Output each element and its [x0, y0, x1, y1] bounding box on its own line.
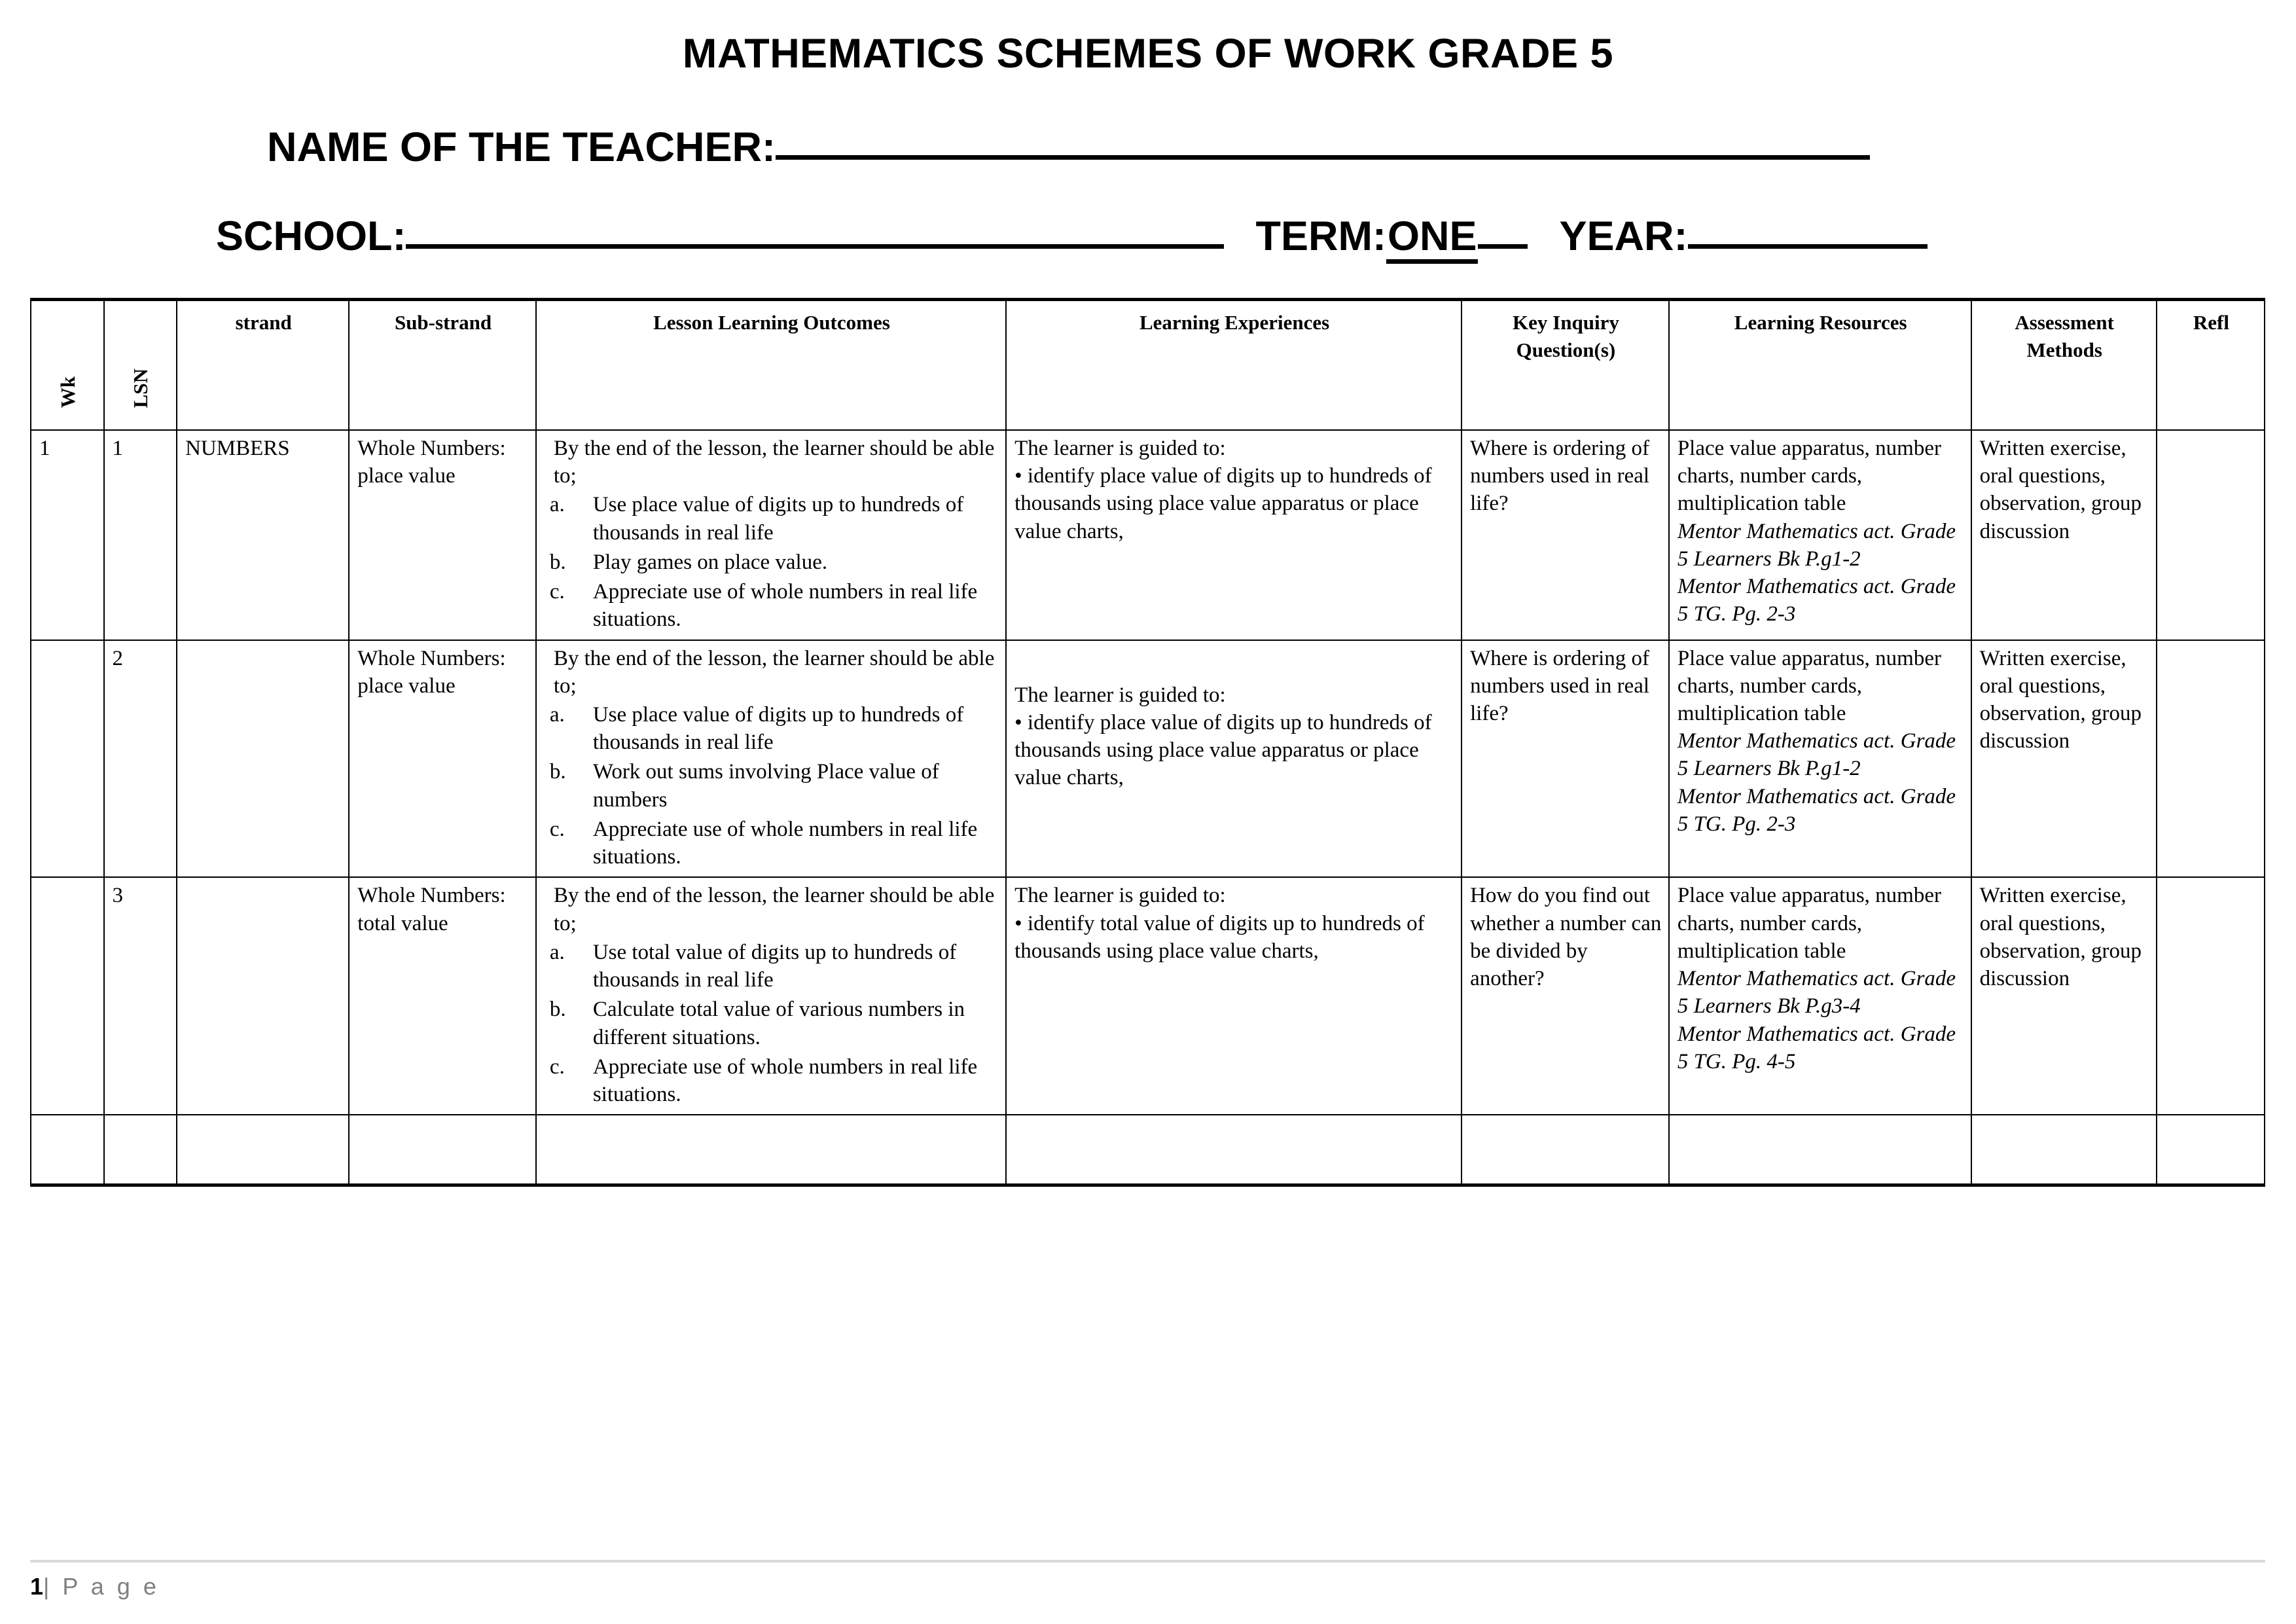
list-text: Work out sums involving Place value of numbers — [592, 760, 939, 812]
resources-reference: Mentor Mathematics act. Grade 5 Learners Bk P.g1-2 — [1677, 519, 1956, 571]
teacher-label: NAME OF THE TEACHER: — [267, 124, 776, 171]
cell-refl[interactable] — [2157, 430, 2265, 640]
resources-plain: Place value apparatus, number charts, number cards, multiplication table — [1677, 884, 1941, 963]
outcomes-list — [545, 491, 999, 633]
school-name-blank[interactable] — [406, 244, 1224, 249]
footer-page-number: 1 — [30, 1573, 44, 1600]
column-header-inquiry — [1462, 299, 1669, 430]
cell-resources — [1669, 877, 1971, 1115]
cell-refl[interactable] — [2157, 1115, 2265, 1185]
school-term-year-row — [0, 171, 2296, 264]
table-body — [31, 430, 2265, 1185]
table-row — [31, 430, 2265, 640]
cell-substrand[interactable] — [349, 1115, 536, 1185]
list-item — [545, 491, 999, 546]
list-text: Appreciate use of whole numbers in real life situations. — [592, 580, 978, 632]
cell-week: 1 — [31, 430, 104, 640]
cell-inquiry[interactable] — [1462, 1115, 1669, 1185]
schemes-of-work-table — [30, 298, 2265, 1187]
cell-inquiry: How do you find out whether a number can be divided by another? — [1462, 877, 1669, 1115]
list-item — [545, 1053, 999, 1108]
column-header-lsn: LSN — [104, 299, 177, 430]
footer-page-indicator — [30, 1573, 2265, 1600]
cell-strand — [177, 640, 349, 878]
year-label: YEAR: — [1559, 213, 1688, 259]
list-text: Appreciate use of whole numbers in real life situations. — [592, 1055, 978, 1107]
term-blank[interactable] — [1478, 244, 1528, 249]
list-marker: a. — [549, 703, 565, 727]
cell-lesson: 1 — [104, 430, 177, 640]
outcomes-lead: By the end of the lesson, the learner should be able to; — [553, 646, 995, 698]
column-header-strand: strand — [177, 299, 349, 430]
list-marker: a. — [549, 940, 565, 964]
assessment-header-line-1: Assessment — [2015, 310, 2114, 334]
list-item — [545, 578, 999, 633]
cell-outcomes — [536, 640, 1006, 878]
list-marker: b. — [549, 998, 566, 1022]
experiences-bullet: • identify place value of digits up to hundreds of thousands using place value apparatus or place value charts, — [1014, 710, 1432, 790]
list-text: Use total value of digits up to hundreds of thousands in real life — [592, 940, 957, 992]
cell-outcomes[interactable] — [536, 1115, 1006, 1185]
list-marker: b. — [549, 760, 566, 784]
cell-experiences[interactable] — [1006, 1115, 1462, 1185]
inquiry-header-line-1: Key Inquiry — [1513, 310, 1619, 334]
outcomes-lead: By the end of the lesson, the learner should be able to; — [553, 884, 995, 935]
cell-week — [31, 877, 104, 1115]
school-label: SCHOOL: — [216, 213, 406, 259]
cell-strand[interactable] — [177, 1115, 349, 1185]
cell-week[interactable] — [31, 1115, 104, 1185]
list-marker: c. — [549, 580, 565, 604]
cell-assessment: Written exercise, oral questions, observation, group discussion — [1971, 640, 2157, 878]
column-header-outcomes: Lesson Learning Outcomes — [536, 299, 1006, 430]
list-item — [545, 996, 999, 1051]
cell-substrand: Whole Numbers: place value — [349, 430, 536, 640]
inquiry-header-line-2: Question(s) — [1516, 338, 1616, 361]
resources-plain: Place value apparatus, number charts, number cards, multiplication table — [1677, 436, 1941, 516]
cell-strand: NUMBERS — [177, 430, 349, 640]
list-marker: c. — [549, 1055, 565, 1079]
footer-separator: | — [43, 1573, 53, 1600]
page-title: MATHEMATICS SCHEMES OF WORK GRADE 5 — [682, 31, 1614, 77]
list-text: Appreciate use of whole numbers in real life situations. — [592, 817, 978, 869]
footer-page-word: P a g e — [62, 1573, 160, 1600]
experiences-bullet: • identify place value of digits up to hundreds of thousands using place value apparatus or place value charts, — [1014, 464, 1432, 543]
resources-plain: Place value apparatus, number charts, number cards, multiplication table — [1677, 646, 1941, 725]
column-header-experiences: Learning Experiences — [1006, 299, 1462, 430]
assessment-header-line-2: Methods — [2026, 338, 2102, 361]
column-header-resources: Learning Resources — [1669, 299, 1971, 430]
cell-strand — [177, 877, 349, 1115]
cell-assessment: Written exercise, oral questions, observation, group discussion — [1971, 877, 2157, 1115]
outcomes-list — [545, 939, 999, 1108]
experiences-bullet: • identify total value of digits up to hundreds of thousands using place value charts, — [1014, 911, 1425, 963]
list-text: Use place value of digits up to hundreds of thousands in real life — [592, 703, 964, 755]
cell-experiences — [1006, 877, 1462, 1115]
list-item — [545, 939, 999, 994]
list-marker: a. — [549, 493, 565, 517]
column-header-substrand: Sub-strand — [349, 299, 536, 430]
page-footer — [30, 1560, 2265, 1600]
resources-reference: Mentor Mathematics act. Grade 5 TG. Pg. 2-3 — [1677, 784, 1956, 836]
table-header-row — [31, 299, 2265, 430]
resources-reference: Mentor Mathematics act. Grade 5 Learners Bk P.g3-4 — [1677, 967, 1956, 1019]
cell-week — [31, 640, 104, 878]
cell-assessment[interactable] — [1971, 1115, 2157, 1185]
list-item — [545, 701, 999, 756]
column-header-refl: Refl — [2157, 299, 2265, 430]
outcomes-lead: By the end of the lesson, the learner should be able to; — [553, 436, 995, 488]
cell-outcomes — [536, 877, 1006, 1115]
list-text: Calculate total value of various numbers in different situations. — [592, 998, 965, 1049]
cell-refl[interactable] — [2157, 877, 2265, 1115]
experiences-lead: The learner is guided to: — [1014, 683, 1226, 707]
cell-outcomes — [536, 430, 1006, 640]
list-item — [545, 816, 999, 871]
experiences-lead: The learner is guided to: — [1014, 884, 1226, 908]
cell-lesson: 3 — [104, 877, 177, 1115]
list-item — [545, 549, 999, 576]
cell-resources — [1669, 430, 1971, 640]
cell-substrand: Whole Numbers: total value — [349, 877, 536, 1115]
table-row — [31, 877, 2265, 1115]
cell-resources[interactable] — [1669, 1115, 1971, 1185]
footer-divider — [30, 1560, 2265, 1562]
teacher-name-blank[interactable] — [776, 155, 1870, 160]
cell-experiences — [1006, 640, 1462, 878]
list-item — [545, 758, 999, 813]
cell-lesson[interactable] — [104, 1115, 177, 1185]
list-marker: c. — [549, 817, 565, 841]
resources-reference: Mentor Mathematics act. Grade 5 TG. Pg. 2-3 — [1677, 575, 1956, 626]
term-label: TERM: — [1255, 213, 1386, 259]
table-row — [31, 640, 2265, 878]
table-row-empty — [31, 1115, 2265, 1185]
list-text: Use place value of digits up to hundreds of thousands in real life — [592, 493, 964, 545]
term-value[interactable]: ONE — [1386, 214, 1479, 264]
year-blank[interactable] — [1688, 244, 1928, 249]
cell-substrand: Whole Numbers: place value — [349, 640, 536, 878]
column-header-wk: Wk — [31, 299, 104, 430]
teacher-field-row — [0, 77, 2296, 170]
resources-reference: Mentor Mathematics act. Grade 5 TG. Pg. 4-5 — [1677, 1022, 1956, 1074]
list-text: Play games on place value. — [592, 550, 828, 574]
cell-assessment: Written exercise, oral questions, observation, group discussion — [1971, 430, 2157, 640]
cell-lesson: 2 — [104, 640, 177, 878]
cell-inquiry: Where is ordering of numbers used in real life? — [1462, 640, 1669, 878]
cell-experiences — [1006, 430, 1462, 640]
cell-refl[interactable] — [2157, 640, 2265, 878]
experiences-lead: The learner is guided to: — [1014, 436, 1226, 460]
column-header-assessment — [1971, 299, 2157, 430]
outcomes-list — [545, 701, 999, 871]
cell-inquiry: Where is ordering of numbers used in real life? — [1462, 430, 1669, 640]
cell-resources — [1669, 640, 1971, 878]
resources-reference: Mentor Mathematics act. Grade 5 Learners Bk P.g1-2 — [1677, 729, 1956, 781]
list-marker: b. — [549, 550, 566, 574]
